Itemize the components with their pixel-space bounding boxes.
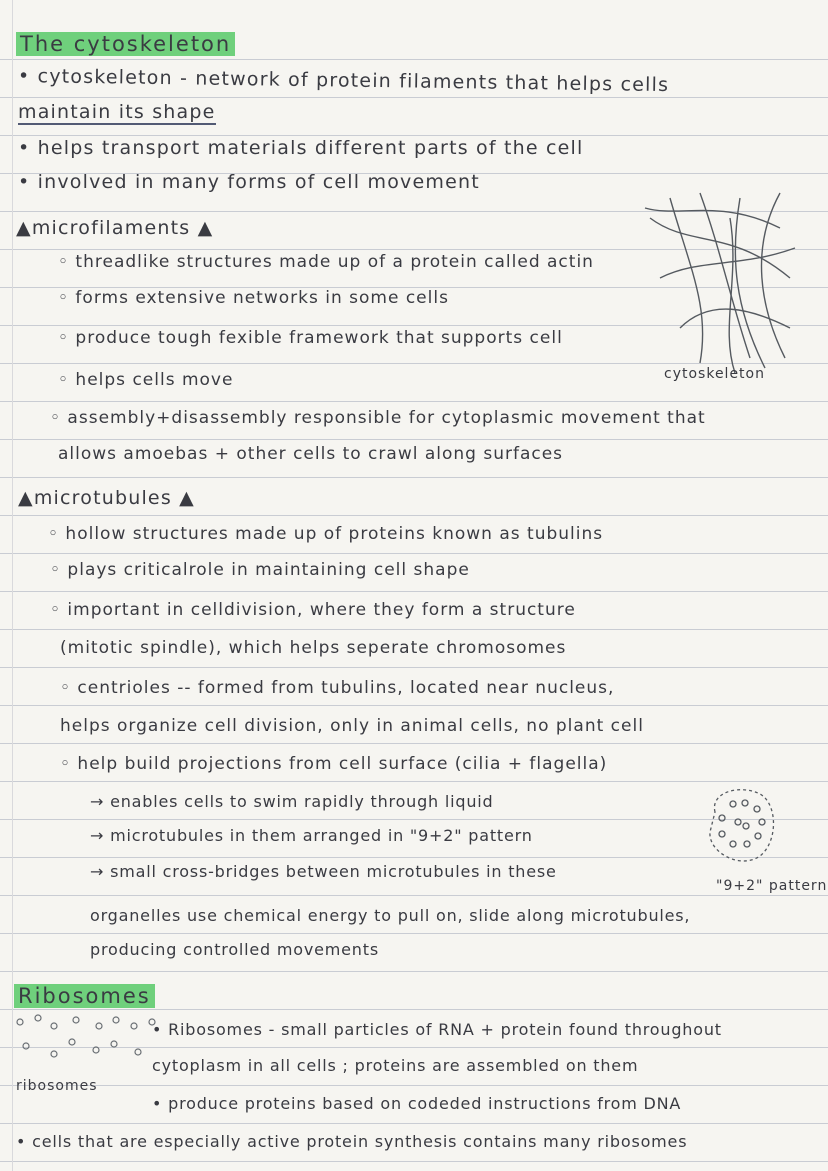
cyto-bullet-2: • helps transport materials different parts of the cell bbox=[18, 137, 584, 159]
ribosomes-line-4: • cells that are especially active protein synthesis contains many ribosomes bbox=[16, 1132, 688, 1151]
cyto-bullet-1: • cytoskeleton - network of protein filaments that helps cells bbox=[17, 65, 670, 97]
ribosomes-line-2: cytoplasm in all cells ; proteins are assembled on them bbox=[152, 1056, 639, 1075]
microtubules-line-5: ◦ centrioles -- formed from tubulins, located near nucleus, bbox=[60, 678, 615, 698]
heading-microtubules: ▲microtubules ▲ bbox=[18, 487, 195, 509]
section-title-cytoskeleton: The cytoskeleton bbox=[16, 32, 235, 56]
nine-plus-two-sketch bbox=[700, 782, 780, 872]
microtubules-arrow-2: → microtubules in them arranged in "9+2" pattern bbox=[90, 826, 533, 845]
nine-plus-two-figure-label: "9+2" pattern bbox=[716, 878, 828, 894]
ribosomes-figure-label: ribosomes bbox=[16, 1078, 98, 1094]
microfilaments-line-4: ◦ helps cells move bbox=[58, 370, 234, 390]
microfilaments-line-5: ◦ assembly+disassembly responsible for cytoplasmic movement that bbox=[50, 408, 706, 428]
margin-line bbox=[12, 0, 13, 1171]
cyto-bullet-1-cont: maintain its shape bbox=[18, 101, 216, 123]
microtubules-line-4: (mitotic spindle), which helps seperate chromosomes bbox=[60, 638, 567, 658]
heading-microfilaments: ▲microfilaments ▲ bbox=[16, 217, 214, 239]
microtubules-line-7: ◦ help build projections from cell surface (cilia + flagella) bbox=[60, 754, 608, 774]
microfilaments-line-2: ◦ forms extensive networks in some cells bbox=[58, 288, 449, 308]
microfilaments-line-6: allows amoebas + other cells to crawl along surfaces bbox=[58, 444, 564, 464]
microtubules-line-1: ◦ hollow structures made up of proteins known as tubulins bbox=[48, 524, 604, 544]
microtubules-line-6: helps organize cell division, only in animal cells, no plant cell bbox=[60, 716, 644, 736]
microtubules-line-2: ◦ plays criticalrole in maintaining cell shape bbox=[50, 560, 470, 580]
microtubules-arrow-3: → small cross-bridges between microtubules in these bbox=[90, 862, 557, 881]
ribosomes-line-3: • produce proteins based on codeded instructions from DNA bbox=[152, 1094, 682, 1113]
cytoskeleton-figure-label: cytoskeleton bbox=[664, 366, 765, 382]
microtubules-arrow-1: → enables cells to swim rapidly through liquid bbox=[90, 792, 494, 811]
cyto-bullet-3: • involved in many forms of cell movement bbox=[18, 171, 480, 193]
microfilaments-line-3: ◦ produce tough fexible framework that supports cell bbox=[58, 328, 563, 348]
section-title-ribosomes: Ribosomes bbox=[14, 984, 155, 1008]
cytoskeleton-sketch bbox=[640, 188, 800, 378]
microtubules-line-3: ◦ important in celldivision, where they form a structure bbox=[50, 600, 576, 620]
microfilaments-line-1: ◦ threadlike structures made up of a protein called actin bbox=[58, 252, 594, 272]
microtubules-line-9: producing controlled movements bbox=[90, 940, 379, 959]
ribosomes-sketch bbox=[14, 1012, 164, 1072]
microtubules-line-8: organelles use chemical energy to pull on, slide along microtubules, bbox=[90, 906, 691, 925]
ribosomes-line-1: • Ribosomes - small particles of RNA + protein found throughout bbox=[152, 1020, 722, 1039]
